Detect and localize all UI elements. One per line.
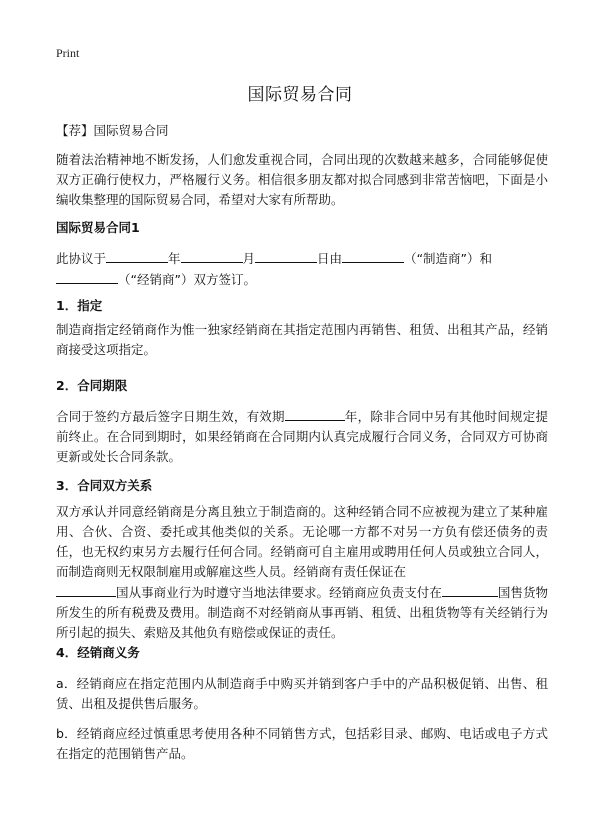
section-3-text [56,502,548,643]
parties-manufacturer: （“制造商”）和 [404,251,493,266]
section-3-text-a: 双方承认并同意经销商是分离且独立于制造商的。这种经销合同不应被视为建立了某种雇用、合伙、合资、委托或其他类似的关系。无论哪一方都不对另一方负有偿还债务的责任，也无权约束另方去履行任何合同。经销商可自主雇用或聘用任何人员或独立合同人，而制造商则无权限制雇用或解雇这些人员。经销商有责任保证在 [56,504,548,579]
parties-day: 日由 [317,251,343,266]
section-2-text [56,406,548,467]
page-title: 国际贸易合同 [247,85,353,105]
manufacturer-blank [342,248,404,263]
parties-year: 年 [168,251,181,266]
recommend-line: 【荐】国际贸易合同 [56,123,169,138]
section-2-heading: 2．合同期限 [56,378,128,393]
section-3-text-b: 国从事商业行为时遵守当地法律要求。经销商应负责支付在 [116,585,442,600]
intro-paragraph: 随着法治精神地不断发扬，人们愈发重视合同，合同出现的次数越来越多，合同能够促使双方正确行使权力，严格履行义务。相信很多朋友都对拟合同感到非常苦恼吧，下面是小编收集整理的国际贸易合同，希望对大家有所帮助。 [56,152,548,207]
distributor-blank [56,269,118,284]
day-blank [255,248,317,263]
section-3-heading: 3．合同双方关系 [56,478,153,493]
contract-heading: 国际贸易合同1 [56,220,140,235]
print-link[interactable]: Print [56,46,80,60]
section-4-item-b: b．经销商应经过慎重思考使用各种不同销售方式，包括彩目录、邮购、电话或电子方式在指定的范围销售产品。 [56,726,548,761]
section-4-item-a: a．经销商应在指定范围内从制造商手中购买并销到客户手中的产品积极促销、出售、租赁、出租及提供售后服务。 [56,676,548,711]
section-1-heading: 1．指定 [56,298,103,313]
parties-distributor: （“经销商”）双方签订。 [118,272,256,287]
parties-paragraph [56,248,548,290]
parties-text-1: 此协议于 [56,251,107,266]
term-blank [285,406,345,421]
section-3-text-c: 国售货物所发生的所有税费及费用。制造商不对经销商从事再销、租赁、出租货物等有关经销行为所引起的损失、索赔及其他负有赔偿或保证的责任。 [56,585,548,640]
section-2-text-a: 合同于签约方最后签字日期生效，有效期 [56,409,285,424]
section-4-heading: 4．经销商义务 [56,645,140,660]
parties-month: 月 [242,251,256,266]
section-2-text-b: 年，除非合同中另有其他时间规定提前终止。在合同到期时，如果经销商在合同期内认真完成履行合同义务，合同双方可协商更新或处长合同条款。 [56,409,548,464]
country-blank-2 [442,582,498,597]
section-1-text: 制造商指定经销商作为惟一独家经销商在其指定范围内再销售、租赁、出租其产品，经销商接受这项指定。 [56,322,548,357]
month-blank [181,248,243,263]
year-blank [106,248,168,263]
country-blank-1 [56,582,116,597]
